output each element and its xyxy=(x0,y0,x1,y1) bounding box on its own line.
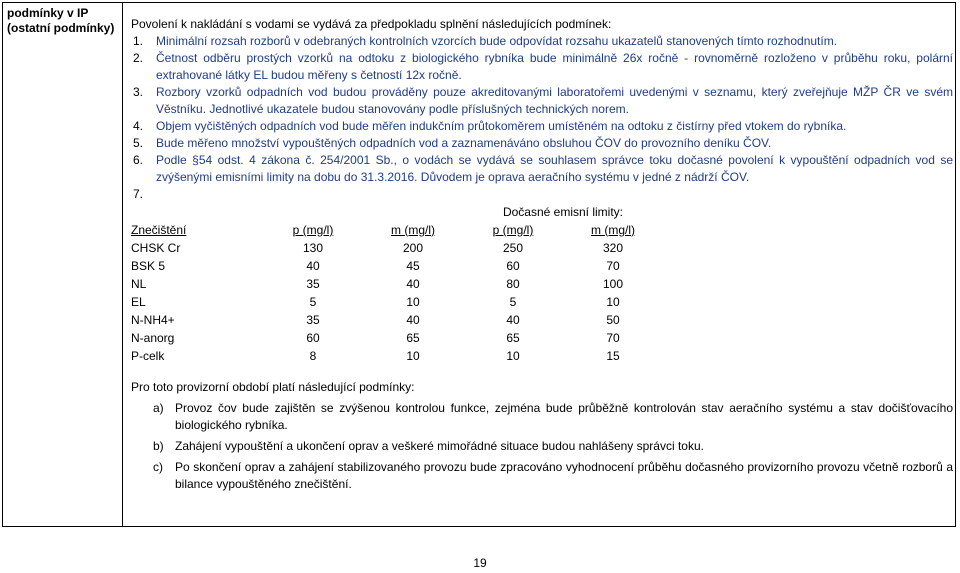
condition-number: 3. xyxy=(133,85,144,99)
table-header-cell: m (mg/l) xyxy=(591,222,635,237)
table-cell: 10 xyxy=(406,294,420,309)
table-cell: 15 xyxy=(606,348,620,363)
pollutant-label: N-anorg xyxy=(131,330,175,345)
provisional-condition-text: Provoz čov bude zajištěn se zvýšenou kontrolou funkce, zejména bude průběžně kontrolován stav aeračního systému a stav dočišťovacího biologického rybníka. xyxy=(175,401,953,432)
table-cell: 45 xyxy=(406,258,420,273)
condition-text: Bude měřeno množství vypouštěných odpadních vod a zaznamenáváno obsluhou ČOV do provozního deníku ČOV. xyxy=(156,136,772,150)
table-header-cell: p (mg/l) xyxy=(292,222,334,237)
provisional-intro: Pro toto provizorní období platí následující podmínky: xyxy=(131,380,415,394)
provisional-condition-letter: c) xyxy=(153,460,163,474)
table-cell: 60 xyxy=(306,330,320,345)
table-cell: 60 xyxy=(506,258,520,273)
condition-item xyxy=(131,33,953,50)
provisional-condition-text: Zahájení vypouštění a ukončení oprav a veškeré mimořádné situace budou nahlášeny správci toku. xyxy=(175,439,704,453)
condition-item xyxy=(131,118,953,135)
provisional-condition-item xyxy=(131,438,953,455)
table-cell: 40 xyxy=(306,258,320,273)
emission-limits-table xyxy=(131,203,663,365)
pollutant-label: NL xyxy=(131,276,147,291)
provisional-condition-letter: a) xyxy=(153,401,164,415)
pollutant-label: P-celk xyxy=(131,348,165,363)
condition-item xyxy=(131,186,953,203)
condition-text: Rozbory vzorků odpadních vod budou prováděny pouze akreditovanými laboratořemi uvedenými v seznamu, který zveřejňuje MŽP ČR ve svém Věstníku. Jednotlivé ukazatele budou stanovovány podle příslušných technických norem. xyxy=(156,85,953,116)
table-cell: 70 xyxy=(606,258,620,273)
document-frame xyxy=(2,2,956,527)
provisional-condition-letter: b) xyxy=(153,439,164,453)
provisional-condition-text: Po skončení oprav a zahájení stabilizovaného provozu bude zpracováno vyhodnocení průběhu dočasného provizorního provozu včetně rozborů a bilance vypouštěného znečištění. xyxy=(175,460,953,491)
condition-number: 4. xyxy=(133,119,144,133)
condition-text: Četnost odběru prostých vzorků na odtoku z biologického rybníka bude minimálně 26x ročně - rovnoměrně rozloženo v průběhu roku, polární extrahované látky EL budou měřeny s četností 12x ročně. xyxy=(156,51,953,82)
condition-text: Podle §54 odst. 4 zákona č. 254/2001 Sb., o vodách se vydává se souhlasem správce toku dočasné povolení k vypouštění odpadních vod se zvýšenými emisními limity na dobu do 31.3.2016. Důvodem je oprava aeračního systému v jedné z nádrží ČOV. xyxy=(156,153,953,184)
condition-number: 7. xyxy=(133,187,144,201)
table-cell: 320 xyxy=(602,240,624,255)
pollutant-label: CHSK Cr xyxy=(131,240,181,255)
table-row xyxy=(131,275,663,293)
table-cell: 50 xyxy=(606,312,620,327)
table-cell: 200 xyxy=(402,240,424,255)
conditions-list xyxy=(131,33,953,203)
table-cell: 130 xyxy=(302,240,324,255)
table-header-cell: m (mg/l) xyxy=(391,222,435,237)
condition-item xyxy=(131,50,953,84)
table-cell: 40 xyxy=(406,312,420,327)
table-cell: 40 xyxy=(406,276,420,291)
table-cell: 70 xyxy=(606,330,620,345)
table-cell: 80 xyxy=(506,276,520,291)
table-cell: 5 xyxy=(509,294,517,309)
pollutant-label: N-NH4+ xyxy=(131,312,175,327)
table-cell: 65 xyxy=(506,330,520,345)
provisional-condition-item xyxy=(131,400,953,434)
table-cell: 40 xyxy=(506,312,520,327)
page-number: 19 xyxy=(473,556,487,570)
temporary-limits-title: Dočasné emisní limity: xyxy=(502,204,624,219)
condition-text: Objem vyčištěných odpadních vod bude měřen indukčním průtokoměrem umístěném na odtoku z čistírny před vtokem do rybníka. xyxy=(156,119,847,133)
table-row xyxy=(131,347,663,365)
table-cell: 100 xyxy=(602,276,624,291)
condition-number: 1. xyxy=(133,34,144,48)
table-row xyxy=(131,257,663,275)
pollutant-label: EL xyxy=(131,294,146,309)
pollutant-label: BSK 5 xyxy=(131,258,166,273)
table-cell: 5 xyxy=(309,294,317,309)
condition-item xyxy=(131,84,953,118)
provisional-condition-item xyxy=(131,459,953,493)
condition-item xyxy=(131,152,953,186)
condition-item xyxy=(131,135,953,152)
section-label xyxy=(3,3,123,526)
table-row xyxy=(131,329,663,347)
table-row xyxy=(131,311,663,329)
table-header-cell: p (mg/l) xyxy=(492,222,534,237)
table-header-row xyxy=(131,221,663,239)
condition-number: 2. xyxy=(133,51,144,65)
table-cell: 65 xyxy=(406,330,420,345)
table-cell: 10 xyxy=(606,294,620,309)
table-cell: 10 xyxy=(406,348,420,363)
table-cell: 35 xyxy=(306,276,320,291)
table-cell: 250 xyxy=(502,240,524,255)
condition-number: 5. xyxy=(133,136,144,150)
table-title-row xyxy=(131,203,663,221)
table-row xyxy=(131,293,663,311)
intro-text: Povolení k nakládání s vodami se vydává za předpokladu splnění následujících podmínek: xyxy=(131,17,612,31)
table-cell: 10 xyxy=(506,348,520,363)
table-cell: 8 xyxy=(309,348,317,363)
section-label-text: podmínky v IP (ostatní podmínky) xyxy=(7,6,115,35)
condition-number: 6. xyxy=(133,153,144,167)
provisional-conditions-list xyxy=(131,400,953,493)
table-row xyxy=(131,239,663,257)
conditions-content xyxy=(123,3,955,526)
table-header-cell: Znečištění xyxy=(131,222,187,237)
condition-text: Minimální rozsah rozborů v odebraných kontrolních vzorcích bude odpovídat rozsahu ukazatelů stanovených tímto rozhodnutím. xyxy=(156,34,838,48)
table-cell: 35 xyxy=(306,312,320,327)
